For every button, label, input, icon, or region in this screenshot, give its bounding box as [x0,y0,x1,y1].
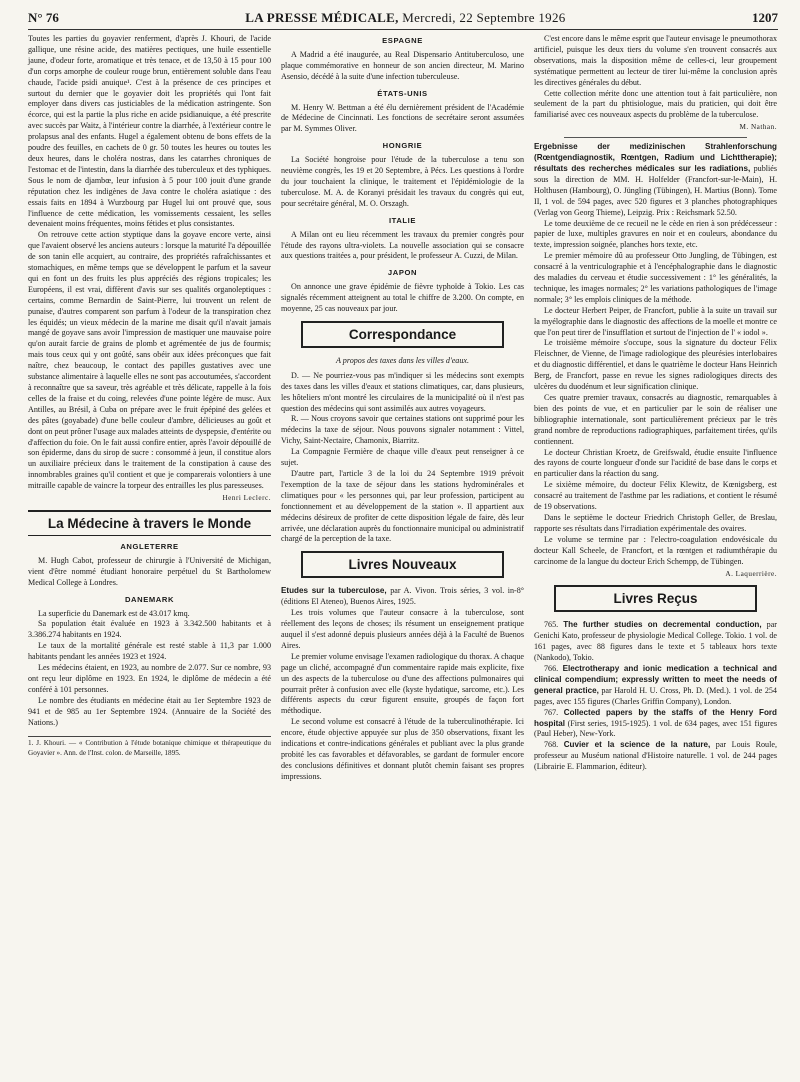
correspondance-paragraph: D. — Ne pourriez-vous pas m'indiquer si les médecins sont exempts des taxes dans les villes d'eaux et stations climatiques, car, dans plusieurs, les hôteliers m'ont montré les circulaires de la municipalité où il n'est pas question des médecins qui sont assimilés aux autres voyageurs. [281,370,524,413]
news-paragraph: Sa population était évaluée en 1923 à 3.342.500 habitants et à 3.386.274 habitants en 1924. [28,619,271,640]
review-paragraph: Le volume se termine par : l'electro-coagulation endovésicale du docteur Kall Scheele, de Francfort, et la rœntgen et radiumthérapie du carcinome de la langue du docteur Erich Schempp, de Tübingen. [534,534,777,566]
book-title: Electrotherapy and ionic medication a technical and clinical compendium; expressly written to meet the needs of general practice, [534,664,777,695]
country-heading: JAPON [387,268,418,278]
correspondance-subtitle: A propos des taxes dans les villes d'eaux. [335,355,469,365]
book-title: The further studies on decremental conduction, [563,620,762,630]
page-header [28,10,778,30]
section-title-correspondance: Correspondance [301,321,504,348]
book-reference: par Genichi Kato, professeur de physiologie Medical College. Tokio. 1 vol. de 161 pages, avec 88 figures dans le texte et 5 tableaux hors texte (Nankodo), Tokio. [534,620,777,663]
news-paragraph: La superficie du Danemark est de 43.017 kmq. [38,608,190,618]
review-paragraph: Le premier volume envisage l'examen radiologique du thorax. A chaque page un cliché, accompagné d'un commentaire rapide mais explicite, fixe un des aspects de la tuberculose ou d'une des affections pulmonaires qui pourrait prêter à confusion avec elle (kyste hydatique, sarcome, etc.). Les différents aspects du cœur figurent ensuite, groupés de façon fort méthodique. [281,651,524,716]
review-paragraph: Le premier mémoire dû au professeur Otto Jungling, de Tübingen, est consacré à la ventriculographie et à l'encéphalographie dans le diagnostic des maladies du cerveau et étudie successivement : 1° les généralités, la technique, les images normales; 2° les variations pathologiques de l'image normale; 3° les emplois cliniques de la méthode. [534,251,777,304]
review-paragraph: Le tome deuxième de ce recueil ne le cède en rien à son prédécesseur : papier de luxe, multiples gravures en noir et en couleurs, abondance du texte, impression soignée, planches hors texte, etc. [534,218,777,250]
news-paragraph: M. Hugh Cabot, professeur de chirurgie à l'Université de Michigan, vient d'être nommé étudiant honoraire perpétuel du St Bartholomew Medical College à Londres. [28,555,271,587]
review-paragraph: C'est encore dans le même esprit que l'auteur envisage le pneumothorax artificiel, puisque les deux tiers du volume s'en trouvent consacrés aux observations, mais la disposition même de celles-ci, leur groupement systématique permettent au lecteur de tirer lui-même la conclusion après les directives générales du début. [534,34,777,87]
review-paragraph: Le docteur Christian Kroetz, de Greifswald, étudie ensuite l'influence des rayons de courte longueur d'onde sur l'acidité de base dans le corps et en particulier dans la réaction du sang. [534,447,777,479]
column-left [28,34,271,783]
news-paragraph: On annonce une grave épidémie de fièvre typhoïde à Tokio. Les cas signalés récemment atteignent au total le chiffre de 3.200. On compte, en moyenne, 25 cas nouveaux par jour. [281,282,524,314]
item-number: 766. [544,664,559,674]
book-title: Etudes sur la tuberculose, [281,586,387,596]
review-paragraph: Le sixième mémoire, du docteur Félix Klewitz, de Kœnigsberg, est consacré au traitement de l'asthme par les radiations, et contient le résumé de 19 observations. [534,480,777,512]
news-paragraph: M. Henry W. Bettman a été élu dernièrement président de l'Académie de Médecine de Cincinnati. Les fonctions de secrétaire seront assumées par M. Symmes Oliver. [281,102,524,134]
review-paragraph: Le docteur Herbert Peiper, de Francfort, publie à la suite un travail sur la myélographie dans le diagnostic des affections de la moelle et montre ce que l'on peut tirer de l'insufflation et surtout de l'injection de l' « iodol ». [534,305,777,337]
journal-name: LA PRESSE MÉDICALE, [245,10,399,25]
section-title-world-medicine: La Médecine à travers le Monde [28,510,271,536]
news-paragraph: Le taux de la mortalité générale est resté stable à 11,3 par 1.000 habitants pendant les années 1923 et 1924. [28,641,271,662]
review-paragraph: Dans le septième le docteur Friedrich Christoph Geller, de Breslau, rapporte ses résultats dans l'irradiation expérimentale des ovaires. [534,512,777,533]
news-paragraph: A Madrid a été inaugurée, au Real Dispensario Antituberculoso, une plaque commémorative en honneur de son ancien directeur, M. Marino Asensio, décédé à la suite d'une infection tuberculeuse. [281,49,524,81]
book-entry [281,586,524,608]
item-number: 768. [544,740,559,750]
correspondance-paragraph: La Compagnie Fermière de chaque ville d'eaux peut renseigner à ce sujet. [281,447,524,468]
book-reference: (First series, 1915-1925). 1 vol. de 634 pages, avec 151 figures (Paul Heber), New-York. [534,718,777,739]
review-paragraph: Le troisième mémoire s'occupe, sous la signature du docteur Félix Fleischner, de Vienne, de l'image radiologique des pleurésies interlobaires et du diagnostic différentiel, et dans le quatrième le docteur Hans Heinrich Berg, de Francfort, passe en revue les signes radiologiques directs des ulcères du duodénum et leur signification clinique. [534,338,777,392]
article-paragraph: On retrouve cette action styptique dans la goyave encore verte, ainsi que l'avaient observé les anciens auteurs : lorsque la maturité l'a dépouillée de son tanin elle acquiert, au contraire, des propriétés rafraîchissantes et stomachiques, en même temps que se développent le parfum et la saveur qui en font un des fruits les plus appréciés des régions tropicales; les Européens, il est vrai, diffèrent d'avis sur ses qualités organoleptiques : certains, comme Bernardin de Saint-Pierre, lui trouvent un relent de punaise, d'autres comparent son parfum à l'odeur de la transpiration chez les équidés; un vieux médecin de la marine me disait qu'il n'avait jamais mangé de goyave sans avoir l'impression de mastiquer une mauvaise poire qu'on aurait farcie de grains de plomb et agrémentée de jus de fourmis; mais tous ceux qui y ont goûté, sans obéir aux idées préconçues que fait naître, chez beaucoup, le contact des papilles gustatives avec une substance alimentaire à laquelle elles ne sont pas accoutumées, s'accordent à reconnaître que sa saveur, très agréable et très délicate, rappelle à la fois celles de la fraise et du coing, relevées d'une pointe légère de musc. Aux Antilles, au Brésil, à Cuba on prépare avec le fruit épépiné des gelées et des pâtes (goyabade) d'une belle couleur d'ambre, délicieuses au goût et dont on peut prôner l'usage aux malades atteints de dyspepsie, d'entérite ou d'affection du foie. On le fait aussi confire entier, après l'avoir dépouillé de son épiderme, dans du sirop de sucre : consommé à jeun, il constitue alors un auxiliaire précieux dans le traitement de la constipation à cause des innombrables graines qu'il contient et que je comparerais volontiers à une mitraille capable de vaincre la torpeur des entrailles les plus paresseuses. [28,230,271,491]
received-book-item [534,740,777,773]
received-book-item [534,708,777,741]
book-reference: publiés sous la direction de MM. H. Holfelder (Francfort-sur-le-Main), H. Holthusen (Hambourg), O. Jüngling (Tübingen), H. Martius (Bonn). Tome II, 1 vol. de 594 pages, avec 520 figures et 3 planches photographiques (Verlag von Georg Thieme), Leipzig. Prix : Reichsmark 52.50. [534,163,777,217]
review-paragraph: Ces quatre premier travaux, consacrés au diagnostic, remarquables à bien des points de vue, et en particulier par le soin de réaliser une bibliographie internationale, sont particulièrement précieux par le très grand nombre de reproductions radiographiques, parfaitement tirées, qu'ils contiennent. [534,393,777,446]
review-signature: A. Laquerrière. [725,569,777,578]
book-title: Cuvier et la science de la nature, [563,740,711,750]
news-paragraph: Le nombre des étudiants en médecine était au 1er Septembre 1923 de 941 et de 985 au 1er Septembre 1924. (Annuaire de la Société des Nations.) [28,695,271,727]
columns [28,34,778,783]
item-number: 765. [544,620,559,630]
received-book-item [534,664,777,708]
review-paragraph: Les trois volumes que l'auteur consacre à la tuberculose, sont réellement des leçons de choses; ils résument un enseignement pratique auquel il s'est adonné depuis plusieurs années déjà à la Faculté de Buenos Aires. [281,608,524,650]
book-entry [534,142,777,218]
section-title-livres-nouveaux: Livres Nouveaux [301,551,504,578]
masthead [245,10,565,26]
book-title: Ergebnisse der medizinischen Strahlenforschung (Rœntgendiagnostik, Rœntgen, Radium und Lichttherapie); résultats des recherches médicales sur les radiations, [534,142,777,173]
section-title-livres-recus: Livres Reçus [554,585,757,612]
news-paragraph: A Milan ont eu lieu récemment les travaux du premier congrès pour l'étude des rayons ultra-violets. La nouvelle association qui se consacre aux questions traitées a, pour président, le professeur A. Cuzzi, de Milan. [281,229,524,261]
country-heading: ANGLETERRE [120,541,179,551]
divider [564,137,747,138]
issue-date: Mercredi, 22 Septembre 1926 [402,10,566,25]
issue-number: N° 76 [28,10,59,25]
review-paragraph: Cette collection mérite donc une attention tout à fait particulière, non seulement de la part du phtisiologue, mais du praticien, qui doit être familiarisé avec ces nouveaux aspects du problème de la tuberculose. [534,88,777,120]
article-signature: Henri Leclerc. [222,494,271,503]
correspondance-paragraph: R. — Nous croyons savoir que certaines stations ont supprimé pour les médecins la taxe de séjour. Nous pouvons signaler notamment : Vittel, Vichy, Saint-Nectaire, Chamonix, Biarritz. [281,414,524,446]
book-title: Collected papers by the staffs of the Henry Ford hospital [534,707,777,728]
country-heading: ITALIE [388,215,417,225]
country-heading: ÉTATS-UNIS [377,88,428,98]
footnote: 1. J. Khouri. — « Contribution à l'étude botanique chimique et thérapeutique du Goyavier ». Ann. de l'Inst. colon. de Marseille, 1895. [28,736,271,758]
book-reference: par Louis Roule, professeur au Muséum national d'Histoire naturelle. 1 vol. de 244 pages (Librairie E. Flammarion, éditeur). [534,740,777,772]
column-middle [281,34,524,783]
article-paragraph: Toutes les parties du goyavier renferment, d'après J. Khouri, de l'acide gallique, une résine acide, des matières pectiques, une huile essentielle jaune, d'odeur forte, aromatique et très tenace, et de 13,50 à 15 pour 100 d'un corps amorphe de couleur rouge brun, entièrement soluble dans l'eau chaude, l'acide psidi anuique¹. C'est à la présence de ces principes et surtout du dernier que le goyavier doit les propriétés qui l'ont fait employer dans divers cas justiciables de la médication astringente. Son écorce, qui est la partie la plus riche en acide psidianuique, a été prescrite avec succès par Waitz, à l'intérieur contre la diarrhée, à l'extérieur contre le prolapsus anal des enfants. Hugel a également obtenu de bons effets de la poudre des feuilles, en cachets de 0 gr. 50 toutes les heures ou toutes les deux heures, dans le choléra nostras, dans les catarrhes chroniques de l'estomac et de l'intestin, dans la diarrhée des tuberculeux et des typhiques. Sous le nom de djambœ, leur infusion à 5 pour 100 jouit d'une grande réputation chez les indigènes de Java contre le choléra asiatique : des essais faits en 1894 à Wurzbourg par Hugel lui ont prouvé que, sous l'influence de cette médication, les vomissements cessaient, les selles devenaient moins fréquentes, moins fétides et plus consistantes. [28,34,271,229]
country-heading: ESPAGNE [382,36,423,45]
news-paragraph: La Société hongroise pour l'étude de la tuberculose a tenu son neuvième congrès, les 19 et 20 Septembre, à Pécs. Les questions à l'ordre du jour touchaient la clinique, le traitement et l'épidémiologie de la tuberculose. M. A. de Koranyi présidait les travaux du congrès qui eut, pour secrétaire général, M. O. Orszagh. [281,155,524,208]
country-heading: DANEMARK [124,594,175,604]
received-book-item [534,620,777,664]
news-paragraph: Les médecins étaient, en 1923, au nombre de 2.077. Sur ce nombre, 93 ont reçu leur diplôme en 1923. En 1924, le diplôme de médecin a été conféré à 101 personnes. [28,663,271,694]
review-paragraph: Le second volume est consacré à l'étude de la tuberculinothérapie. Ici encore, étude objective appuyée sur plus de 350 observations, fixant les indications et contre-indications générales et publiant avec la plus grande probité les cas favorables et défavorables, se gardant de formuler encore des conclusions définitives et donnant plutôt chemin faisant ses propres impressions. [281,717,524,781]
book-reference: par A. Vivon. Trois séries, 3 vol. in-8° (éditions El Ateneo), Buenos Aires, 1925. [281,586,525,607]
page-number: 1207 [752,10,778,25]
correspondance-paragraph: D'autre part, l'article 3 de la loi du 24 Septembre 1919 prévoit l'exemption de la taxe de séjour dans les stations hydrominérales et climatiques pour « les personnes qui, par leur profession, participent au fonctionnement et au développement de la station ». Il appartient aux médecins désireux de profiter de cette disposition légale de faire, dès leur arrivée, une déclaration auprès du fonctionnaire municipal ou administratif chargé de la perception de la taxe. [281,469,524,544]
item-number: 767. [544,707,559,717]
book-reference: par Harold H. U. Cross, Ph. D. (Med.). 1 vol. de 254 pages, avec 155 figures (Charles Griffin Company), London. [534,685,777,706]
review-signature: M. Nathan. [739,123,777,132]
country-heading: HONGRIE [382,141,423,151]
column-right [534,34,777,783]
